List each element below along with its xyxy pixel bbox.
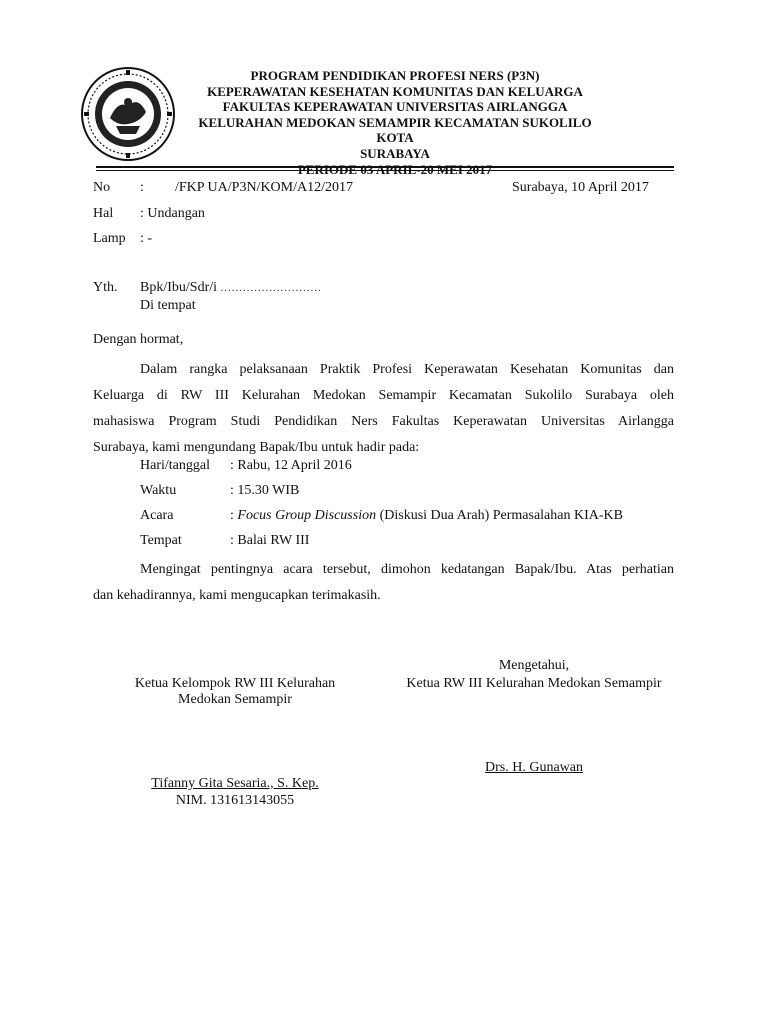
letterhead-line: PROGRAM PENDIDIKAN PROFESI NERS (P3N): [250, 68, 540, 83]
acknowledge-label: Mengetahui,: [498, 658, 570, 673]
time-label: Waktu: [140, 483, 177, 498]
letter-date: Surabaya, 10 April 2017: [512, 180, 649, 195]
right-signer-title: Ketua RW III Kelurahan Medokan Semampir: [406, 676, 662, 691]
recipient-title: Bpk/Ibu/Sdr/i: [140, 280, 218, 295]
letterhead-line: KEPERAWATAN KESEHATAN KOMUNITAS DAN KELUARGA: [207, 83, 583, 99]
paragraph-2: [93, 557, 674, 609]
place-value: : Balai RW III: [230, 533, 310, 548]
paragraph-1: [93, 357, 674, 461]
day-label: Hari/tanggal: [140, 458, 210, 473]
recipient-place: Di tempat: [140, 298, 196, 313]
left-signer-name: Tifanny Gita Sesaria., S. Kep.: [151, 776, 319, 791]
header-rule: [96, 166, 674, 168]
left-signer-title-2: Medokan Semampir: [178, 692, 292, 707]
place-label: Tempat: [140, 533, 182, 548]
paragraph-line: Mengingat pentingnya acara tersebut, dimohon kedatangan Bapak/Ibu. Atas perhatian: [140, 562, 674, 577]
paragraph-line: Dalam rangka pelaksanaan Praktik Profesi Keperawatan Kesehatan Komunitas dan: [140, 362, 674, 377]
header-rule-thin: [96, 170, 674, 171]
yth-label: Yth.: [93, 280, 118, 295]
hal-label: Hal: [93, 206, 114, 221]
no-label: No: [93, 180, 111, 195]
event-rest: (Diskusi Dua Arah) Permasalahan KIA-KB: [376, 508, 623, 523]
paragraph-line: mahasiswa Program Studi Pendidikan Ners Fakultas Keperawatan Universitas Airlangga: [93, 414, 674, 429]
university-seal-logo: [80, 66, 176, 162]
paragraph-line: dan kehadirannya, kami mengucapkan terimakasih.: [93, 588, 381, 603]
right-signer-name: Drs. H. Gunawan: [485, 760, 583, 775]
letter-number: /FKP UA/P3N/KOM/A12/2017: [175, 180, 354, 195]
lamp-label: Lamp: [93, 231, 126, 246]
greeting: Dengan hormat,: [93, 332, 184, 347]
time-value: : 15.30 WIB: [230, 483, 300, 498]
no-colon: :: [140, 180, 144, 195]
event-value: [230, 508, 623, 524]
letterhead: [180, 68, 610, 177]
letterhead-line: KELURAHAN MEDOKAN SEMAMPIR KECAMATAN SUKOLILO KOTA: [198, 114, 592, 146]
paragraph-line: Surabaya, kami mengundang Bapak/Ibu untuk hadir pada:: [93, 440, 420, 455]
lamp-value: : -: [140, 231, 153, 246]
event-label: Acara: [140, 508, 174, 523]
recipient-to: [140, 280, 322, 296]
left-signer-nim: NIM. 131613143055: [175, 793, 295, 808]
event-colon: :: [230, 508, 238, 523]
left-signer-title: Ketua Kelompok RW III Kelurahan: [134, 676, 336, 691]
recipient-dots: ...........................: [220, 282, 322, 294]
letterhead-line: SURABAYA: [360, 145, 430, 161]
letterhead-line: PERIODE 03 APRIL-20 MEI 2017: [297, 161, 493, 177]
hal-value: : Undangan: [140, 206, 205, 221]
event-italic: Focus Group Discussion: [237, 508, 377, 523]
day-value: : Rabu, 12 April 2016: [230, 458, 352, 473]
left-signer-block: [90, 776, 380, 792]
right-signer-block: [384, 760, 684, 776]
paragraph-line: Keluarga di RW III Kelurahan Medokan Semampir Kecamatan Sukolilo Surabaya oleh: [93, 388, 674, 403]
letterhead-line: FAKULTAS KEPERAWATAN UNIVERSITAS AIRLANGGA: [222, 99, 568, 115]
